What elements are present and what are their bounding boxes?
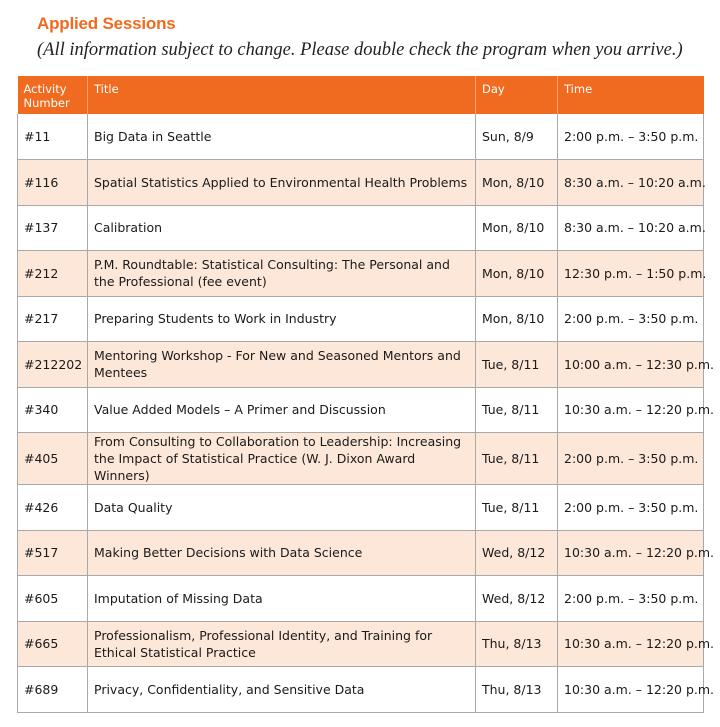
cell-time: 2:00 p.m. – 3:50 p.m. <box>558 485 704 531</box>
cell-title: Making Better Decisions with Data Science <box>88 530 476 576</box>
cell-activity-number: #665 <box>18 621 88 667</box>
table-row <box>18 387 704 433</box>
cell-day: Tue, 8/11 <box>476 433 558 485</box>
table-row <box>18 114 704 160</box>
cell-title: Privacy, Confidentiality, and Sensitive Data <box>88 667 476 713</box>
cell-activity-number: #517 <box>18 530 88 576</box>
cell-day: Mon, 8/10 <box>476 251 558 297</box>
table-row <box>18 530 704 576</box>
cell-time: 2:00 p.m. – 3:50 p.m. <box>558 576 704 622</box>
cell-day: Thu, 8/13 <box>476 621 558 667</box>
table-row <box>18 576 704 622</box>
cell-time: 10:30 a.m. – 12:20 p.m. <box>558 387 704 433</box>
table-row <box>18 433 704 485</box>
cell-activity-number: #689 <box>18 667 88 713</box>
column-header-day: Day <box>476 76 558 114</box>
cell-activity-number: #217 <box>18 296 88 342</box>
table-row <box>18 296 704 342</box>
table-body <box>18 114 715 712</box>
cell-time: 2:00 p.m. – 3:50 p.m. <box>558 433 704 485</box>
cell-day: Mon, 8/10 <box>476 296 558 342</box>
cell-title: Calibration <box>88 205 476 251</box>
cell-title: Value Added Models – A Primer and Discussion <box>88 387 476 433</box>
cell-activity-number: #11 <box>18 114 88 160</box>
cell-time: 2:00 p.m. – 3:50 p.m. <box>558 114 704 160</box>
cell-day: Thu, 8/13 <box>476 667 558 713</box>
cell-day: Tue, 8/11 <box>476 342 558 388</box>
cell-title: Preparing Students to Work in Industry <box>88 296 476 342</box>
cell-day: Mon, 8/10 <box>476 205 558 251</box>
cell-title: From Consulting to Collaboration to Leadership: Increasing the Impact of Statistical Practice (W. J. Dixon Award Winners) <box>88 433 476 485</box>
cell-title: P.M. Roundtable: Statistical Consulting: The Personal and the Professional (fee event) <box>88 251 476 297</box>
table-row <box>18 667 704 713</box>
table-row <box>18 485 704 531</box>
cell-title: Professionalism, Professional Identity, and Training for Ethical Statistical Practice <box>88 621 476 667</box>
cell-title: Big Data in Seattle <box>88 114 476 160</box>
cell-day: Tue, 8/11 <box>476 387 558 433</box>
cell-day: Wed, 8/12 <box>476 530 558 576</box>
cell-activity-number: #426 <box>18 485 88 531</box>
cell-title: Mentoring Workshop - For New and Seasoned Mentors and Mentees <box>88 342 476 388</box>
column-header-time: Time <box>558 76 704 114</box>
cell-title: Imputation of Missing Data <box>88 576 476 622</box>
cell-time: 10:00 a.m. – 12:30 p.m. <box>558 342 704 388</box>
table-row <box>18 251 704 297</box>
cell-time: 2:00 p.m. – 3:50 p.m. <box>558 296 704 342</box>
table-row <box>18 342 704 388</box>
cell-activity-number: #405 <box>18 433 88 485</box>
table-row <box>18 621 704 667</box>
cell-time: 12:30 p.m. – 1:50 p.m. <box>558 251 704 297</box>
cell-time: 10:30 a.m. – 12:20 p.m. <box>558 530 704 576</box>
column-header-title: Title <box>88 76 476 114</box>
cell-activity-number: #212202 <box>18 342 88 388</box>
sessions-table <box>17 76 715 713</box>
cell-day: Tue, 8/11 <box>476 485 558 531</box>
table-header-row <box>18 76 704 114</box>
cell-activity-number: #116 <box>18 160 88 206</box>
cell-title: Data Quality <box>88 485 476 531</box>
cell-title: Spatial Statistics Applied to Environmental Health Problems <box>88 160 476 206</box>
column-header-activity-line2: Number <box>23 96 70 110</box>
cell-activity-number: #212 <box>18 251 88 297</box>
cell-time: 8:30 a.m. – 10:20 a.m. <box>558 160 704 206</box>
cell-activity-number: #605 <box>18 576 88 622</box>
table-row <box>18 160 704 206</box>
page-heading: Applied Sessions <box>37 14 176 33</box>
page-subtitle: (All information subject to change. Please double check the program when you arrive.) <box>37 40 683 60</box>
column-header-activity-line1: Activity <box>23 82 67 96</box>
cell-time: 10:30 a.m. – 12:20 p.m. <box>558 667 704 713</box>
table-row <box>18 205 704 251</box>
cell-time: 8:30 a.m. – 10:20 a.m. <box>558 205 704 251</box>
cell-day: Sun, 8/9 <box>476 114 558 160</box>
cell-activity-number: #340 <box>18 387 88 433</box>
cell-activity-number: #137 <box>18 205 88 251</box>
cell-day: Wed, 8/12 <box>476 576 558 622</box>
cell-day: Mon, 8/10 <box>476 160 558 206</box>
cell-time: 10:30 a.m. – 12:20 p.m. <box>558 621 704 667</box>
column-header-activity-number <box>18 76 88 114</box>
